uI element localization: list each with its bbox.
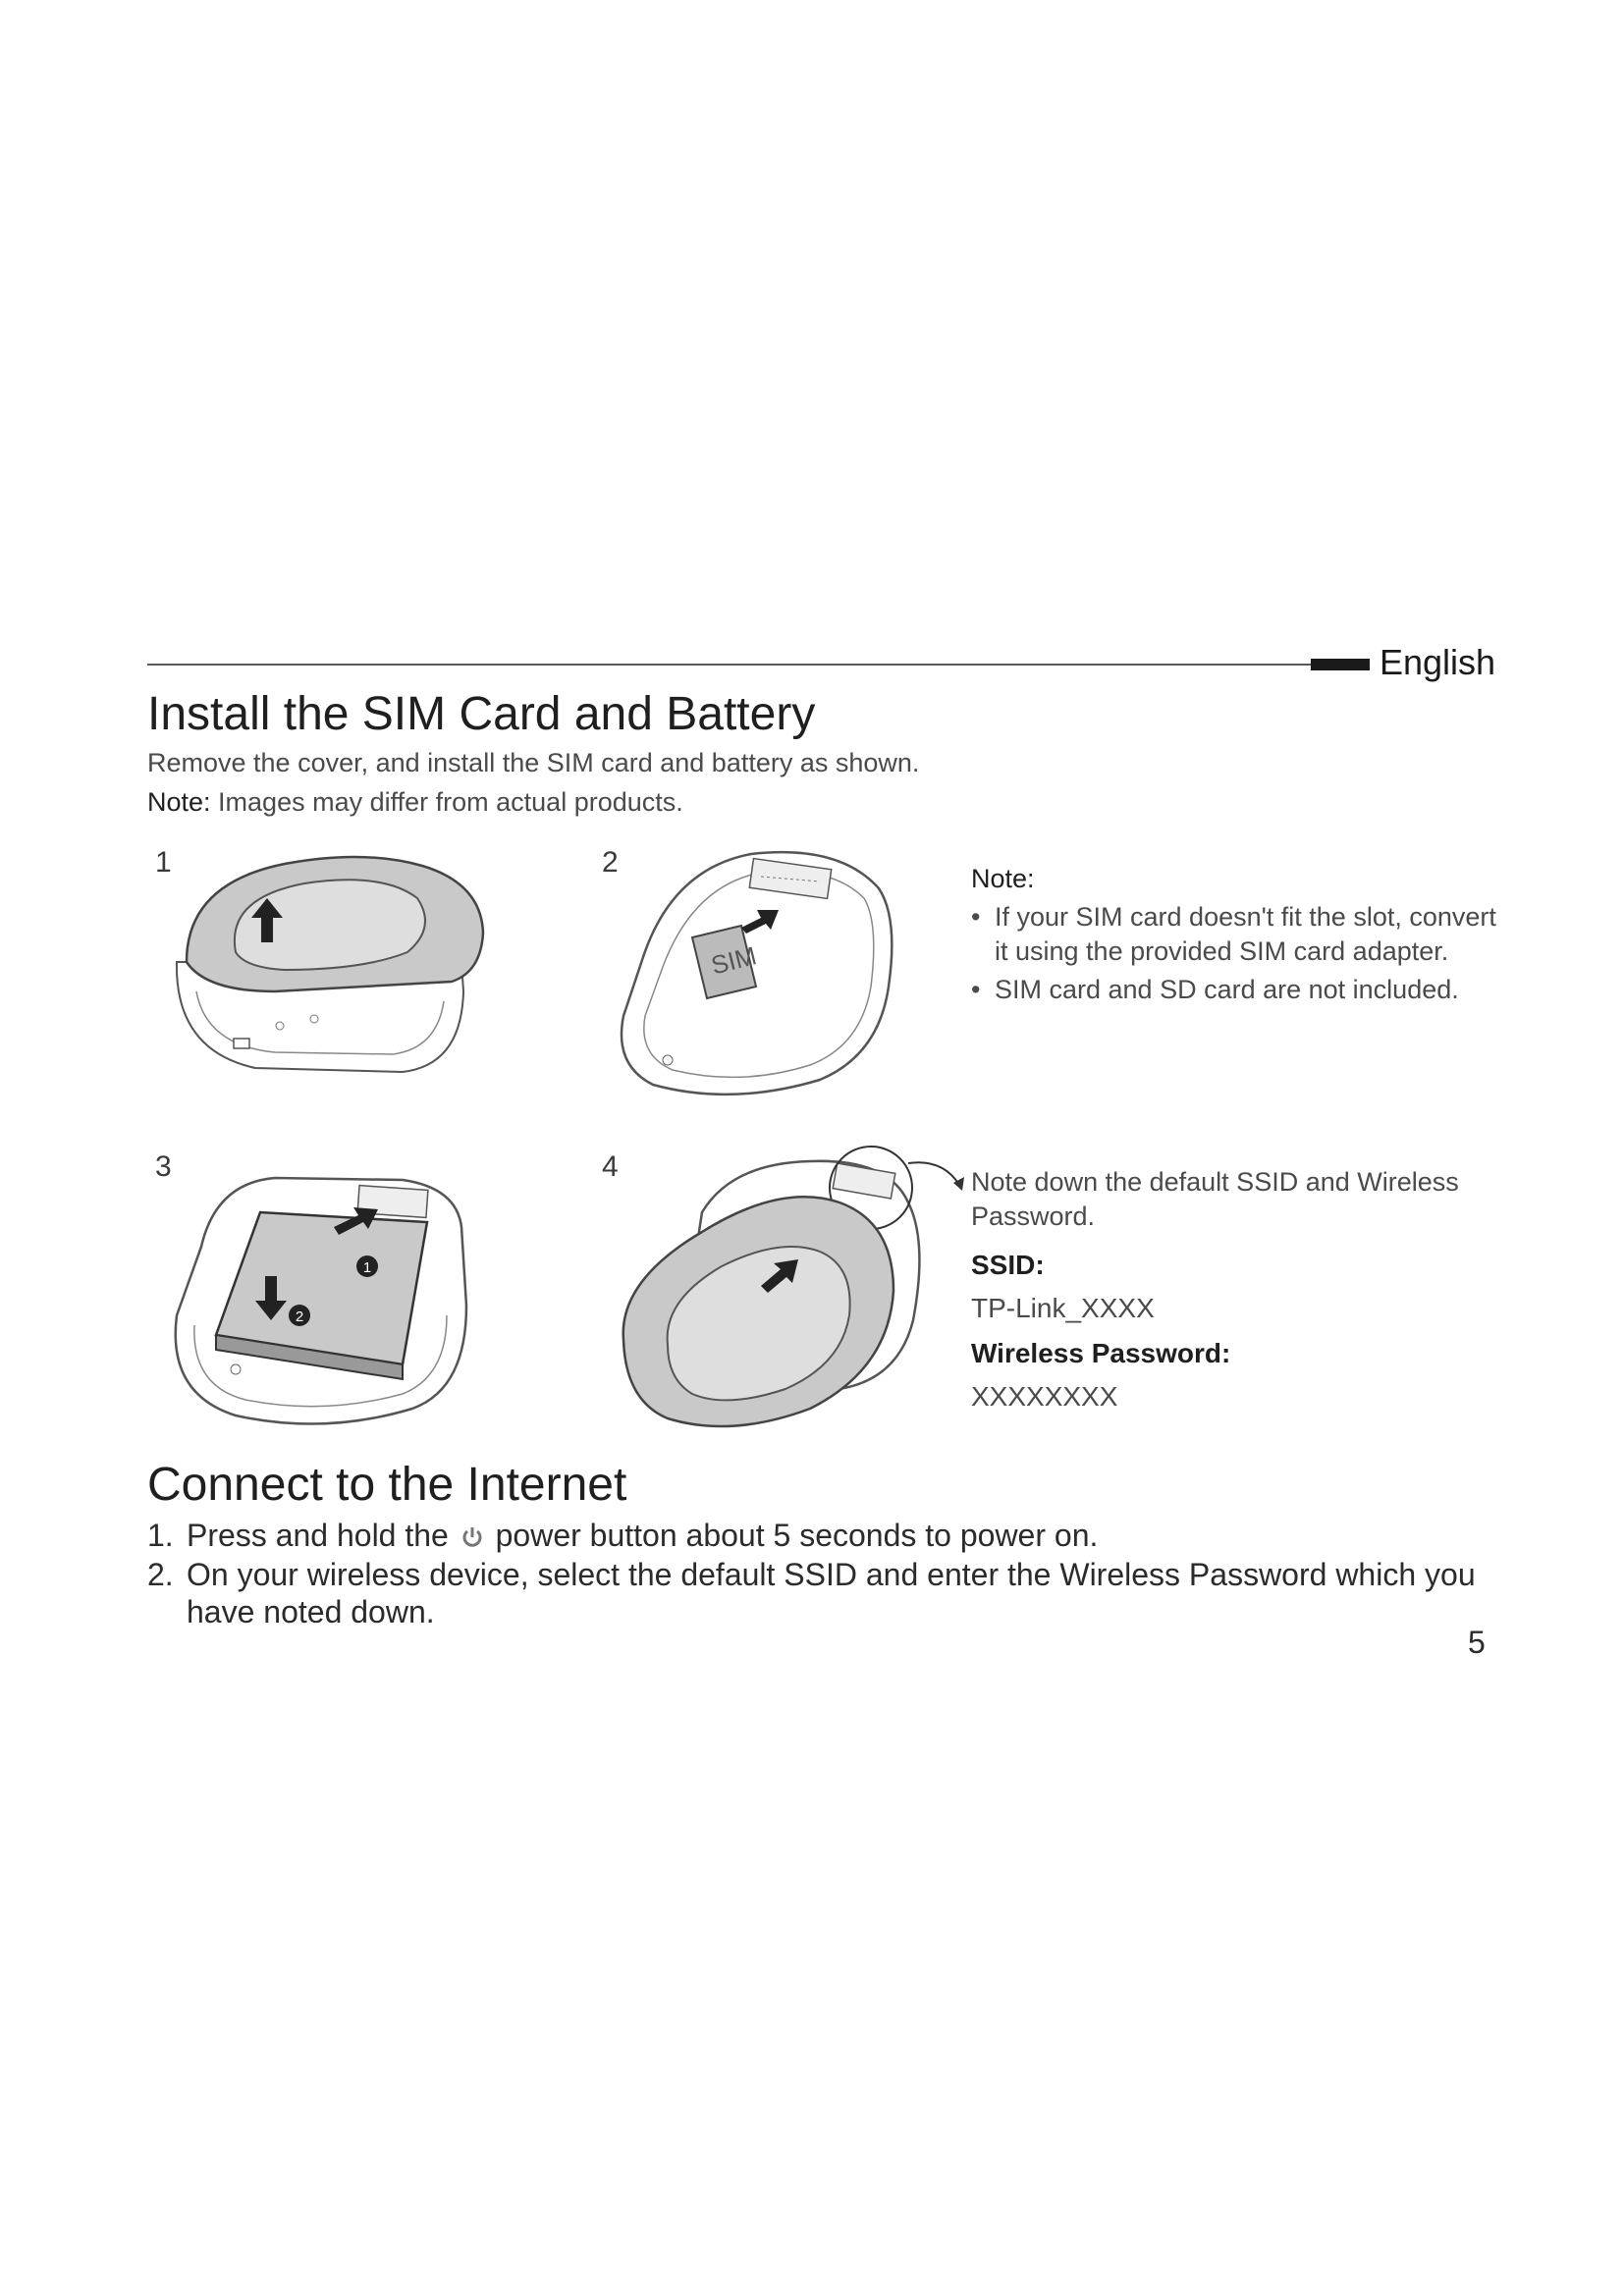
ssid-value: TP-Link_XXXX: [971, 1293, 1155, 1323]
sim-note-item: • SIM card and SD card are not included.: [971, 973, 1501, 1007]
connect-step-number: 1.: [147, 1518, 174, 1553]
step-number-4: 4: [602, 1150, 619, 1183]
illustration-replace-cover: [614, 1144, 967, 1438]
ssid-label: SSID:: [971, 1250, 1045, 1280]
connect-step-text-after: power button about 5 seconds to power on.: [495, 1518, 1099, 1553]
header-rule: [147, 664, 1311, 666]
step-number-1: 1: [155, 846, 172, 879]
image-disclaimer: [147, 787, 683, 818]
sim-card-label: SIM: [708, 940, 760, 981]
section-title-install: Install the SIM Card and Battery: [147, 688, 816, 740]
disclaimer-text: Images may differ from actual products.: [210, 787, 683, 817]
language-label: English: [1380, 642, 1496, 682]
password-label: Wireless Password:: [971, 1338, 1231, 1368]
step-number-2: 2: [602, 846, 619, 879]
battery-step-badge-2: 2: [295, 1308, 304, 1325]
connect-step-1: [147, 1517, 1492, 1554]
step-number-3: 3: [155, 1150, 172, 1183]
connect-step-number: 2.: [147, 1557, 174, 1592]
sim-note-list: [971, 900, 1501, 1007]
ssid-info-box: [971, 1165, 1521, 1413]
install-intro: Remove the cover, and install the SIM card and battery as shown.: [147, 748, 920, 777]
connect-steps-list: [147, 1517, 1492, 1630]
section-title-connect: Connect to the Internet: [147, 1459, 627, 1511]
disclaimer-label: Note:: [147, 787, 211, 817]
page-number: 5: [1468, 1625, 1486, 1660]
sim-note-box: [971, 862, 1501, 1011]
ssid-intro: Note down the default SSID and Wireless Password.: [971, 1167, 1459, 1231]
illustration-insert-sim: [614, 849, 898, 1104]
connect-step-text-before: Press and hold the: [187, 1518, 458, 1553]
sim-note-label: Note:: [971, 864, 1035, 893]
language-tab-marker: [1311, 659, 1370, 670]
connect-step-2: [147, 1556, 1492, 1630]
illustration-remove-cover: [167, 844, 491, 1080]
power-icon: [460, 1524, 485, 1550]
illustration-insert-battery: [167, 1168, 471, 1433]
battery-step-badge-1: 1: [362, 1259, 372, 1276]
password-value: XXXXXXXX: [971, 1381, 1118, 1412]
sim-note-item: • If your SIM card doesn't fit the slot, convert it using the provided SIM card adapter.: [971, 900, 1501, 969]
connect-step-text: On your wireless device, select the default SSID and enter the Wireless Password which you have noted down.: [187, 1557, 1476, 1629]
